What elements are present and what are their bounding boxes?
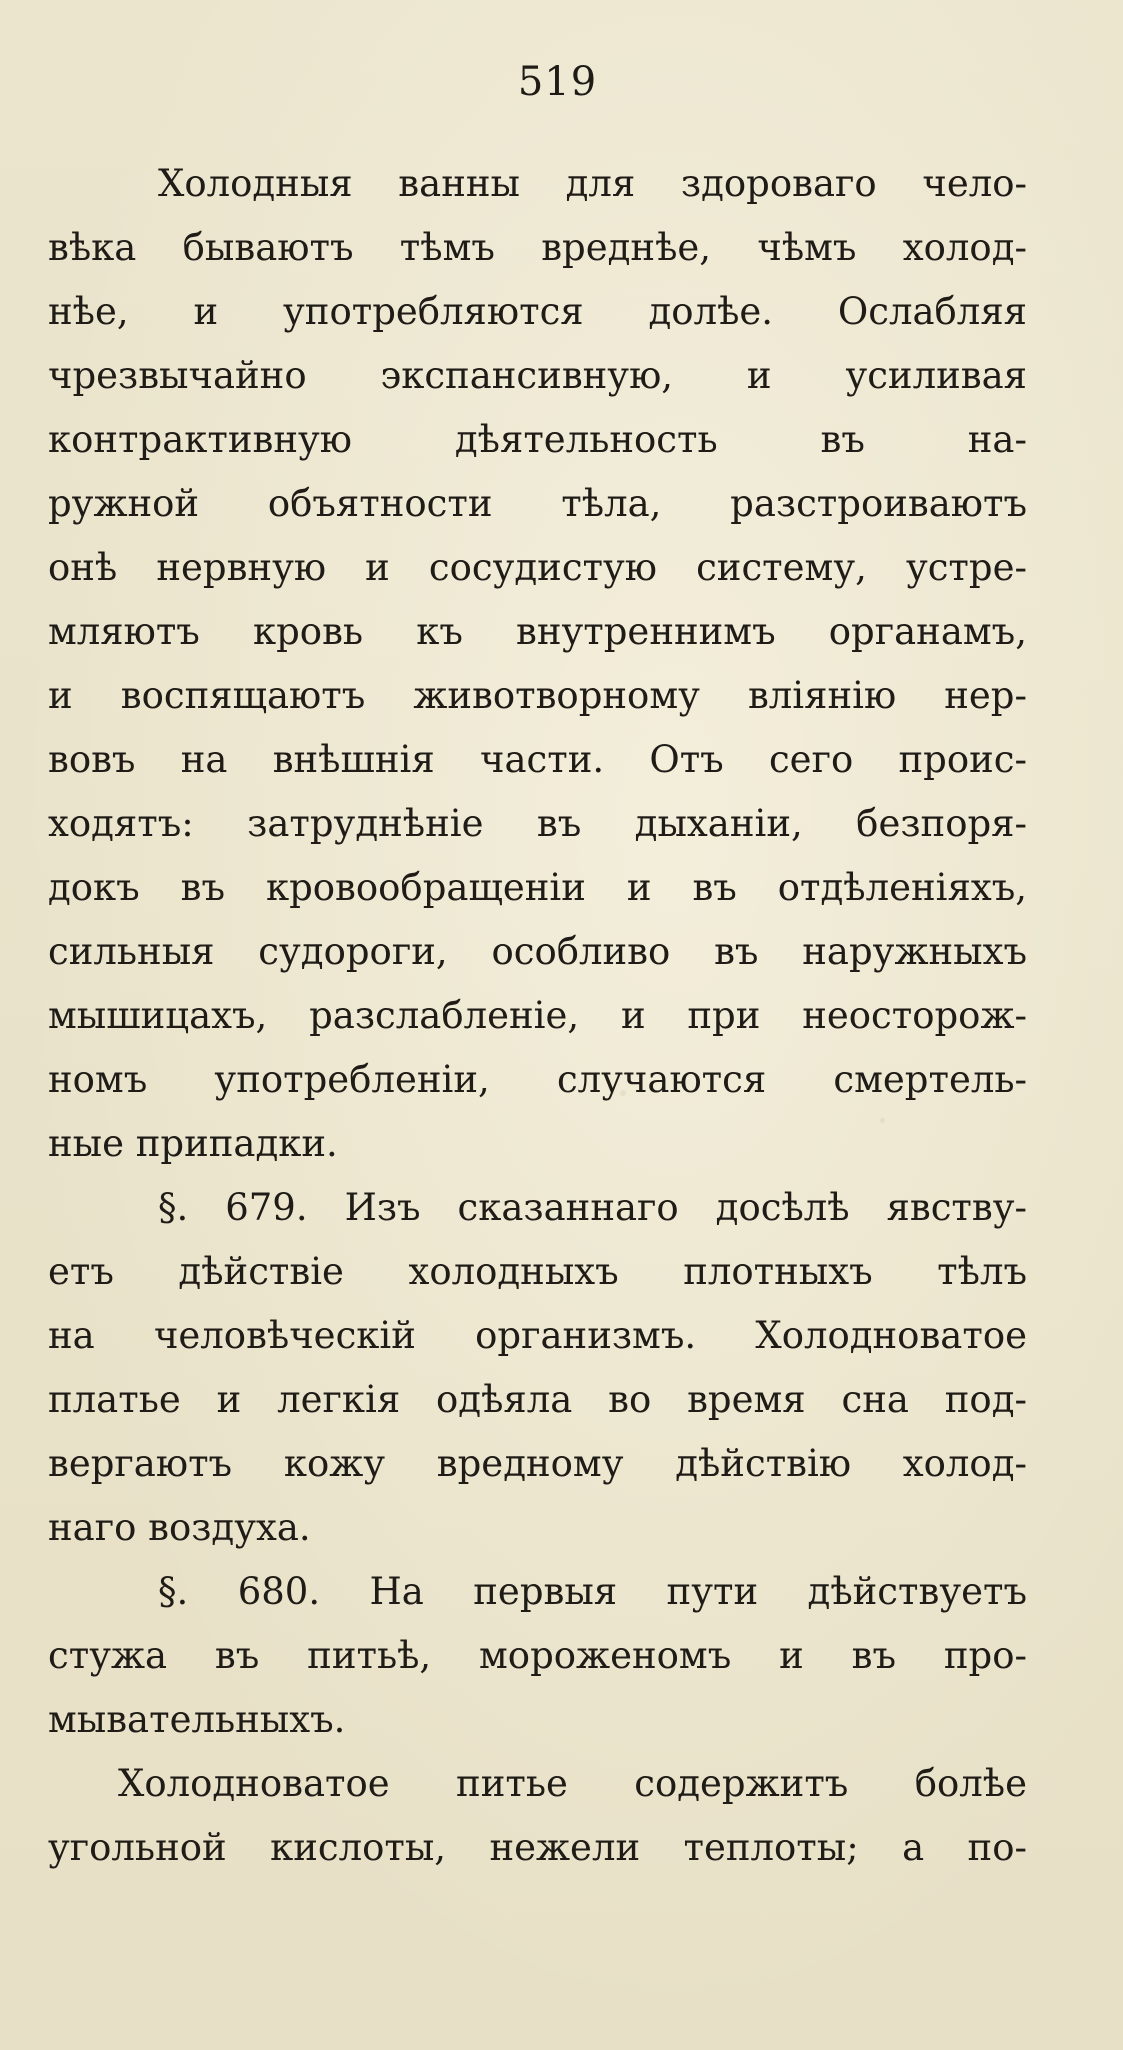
text-line: ные припадки. — [48, 1122, 338, 1165]
paragraph — [48, 1752, 1027, 1880]
text-line: §. 679. Изъ сказаннаго досѣлѣ явству- — [158, 1186, 1027, 1229]
paragraph — [48, 1176, 1027, 1560]
text-line: мляютъ кровь къ внутреннимъ органамъ, — [48, 610, 1027, 653]
text-line: §. 680. На первыя пути дѣйствуетъ — [158, 1570, 1027, 1613]
text-line: ружной объятности тѣла, разстроиваютъ — [48, 482, 1027, 525]
text-line: нѣе, и употребляются долѣе. Ослабляя — [48, 290, 1027, 333]
text-line: ходятъ: затруднѣніе въ дыханіи, безпоря- — [48, 802, 1027, 845]
page-number: 519 — [517, 59, 598, 105]
text-line: мышицахъ, разслабленіе, и при неосторож- — [48, 994, 1027, 1037]
text-line: Холодноватое питье содержитъ болѣе — [118, 1762, 1027, 1805]
text-line: онѣ нервную и сосудистую систему, устре- — [48, 546, 1027, 589]
text-line: платье и легкія одѣяла во время сна под- — [48, 1378, 1027, 1421]
paragraph — [48, 152, 1027, 1176]
text-line: докъ въ кровообращеніи и въ отдѣленіяхъ, — [48, 866, 1027, 909]
text-line: сильныя судороги, особливо въ наружныхъ — [48, 930, 1027, 973]
paragraph — [48, 1560, 1027, 1752]
text-line: Холодныя ванны для здороваго чело- — [158, 162, 1027, 205]
text-line: и воспящаютъ животворному вліянію нер- — [48, 674, 1027, 717]
paper-stain — [880, 1118, 885, 1123]
text-line: стужа въ питьѣ, мороженомъ и въ про- — [48, 1634, 1027, 1677]
text-line: вергаютъ кожу вредному дѣйствію холод- — [48, 1442, 1027, 1485]
text-line: мывательныхъ. — [48, 1698, 346, 1741]
text-line: контрактивную дѣятельность въ на- — [48, 418, 1027, 461]
text-line: чрезвычайно экспансивную, и усиливая — [48, 354, 1027, 397]
body-text — [48, 152, 1027, 1880]
text-line: етъ дѣйствіе холодныхъ плотныхъ тѣлъ — [48, 1250, 1027, 1293]
text-line: на человѣческій организмъ. Холодноватое — [48, 1314, 1027, 1357]
text-line: вовъ на внѣшнія части. Отъ сего проис- — [48, 738, 1027, 781]
text-line: номъ употребленіи, случаются смертель- — [48, 1058, 1027, 1101]
text-line: наго воздуха. — [48, 1506, 311, 1549]
text-line: вѣка бываютъ тѣмъ вреднѣе, чѣмъ холод- — [48, 226, 1027, 269]
text-line: угольной кислоты, нежели теплоты; а по- — [48, 1826, 1027, 1869]
paper-stain — [620, 1090, 626, 1096]
